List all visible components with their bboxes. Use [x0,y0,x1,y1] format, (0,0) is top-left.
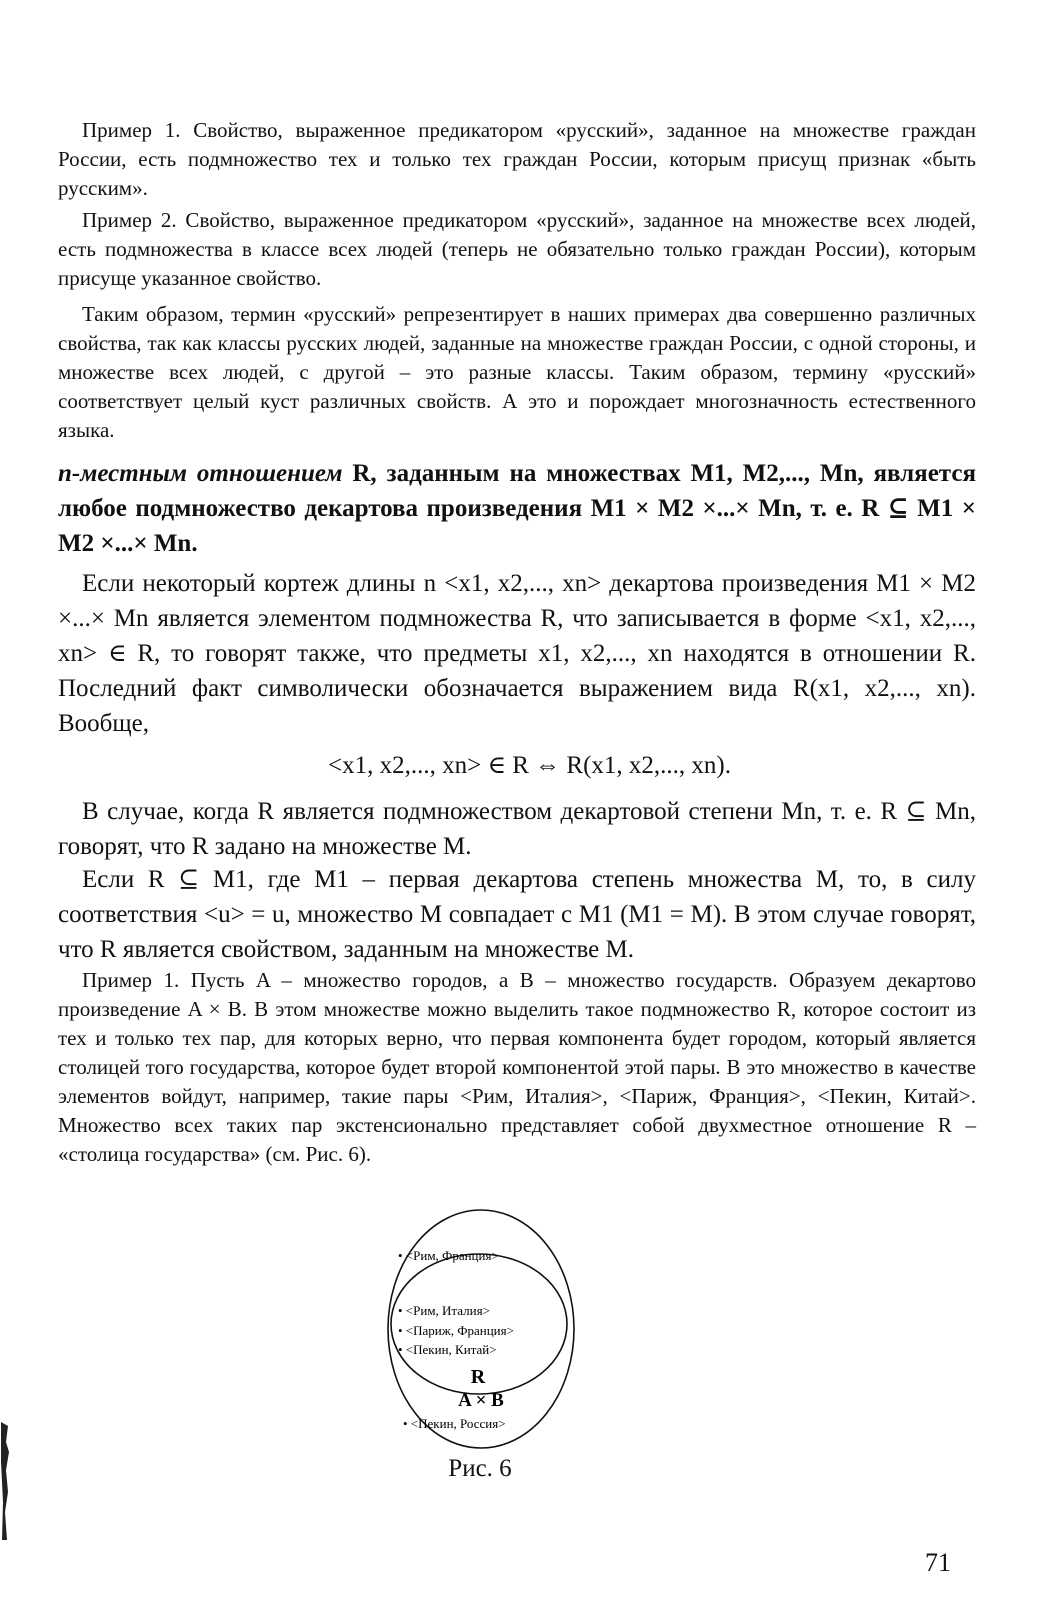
pair-rome-france: • <Рим, Франция> [398,1248,499,1263]
figure-caption: Рис. 6 [448,1455,512,1482]
example-2-paragraph: Пример 2. Свойство, выраженное предикатором «русский», заданное на множестве всех людей, есть подмножества в классе всех людей (теперь не обязательно только граждан России), которым присуще указанное свойство. [58,208,976,290]
binding-edge-mark [0,1422,10,1540]
definition-body: R, заданным на множествах M1, M2,..., Mn, является любое подмножество декартова произведения M1 × M2 ×...× Mn, т. е. R ⊆ M1 × M2 ×...× Mn. [58,460,977,557]
page-number: 71 [925,1548,951,1577]
equivalence-formula: <x1, x2,..., xn> ∈ R ⇔ R(x1, x2,..., xn). [328,752,731,779]
pair-rome-italy: • <Рим, Италия> [398,1303,490,1318]
definition-term: n-местным отношением [58,460,343,487]
definition-paragraph [58,456,976,561]
figure-6-diagram [386,1208,576,1450]
example-1-paragraph: Пример 1. Свойство, выраженное предикатором «русский», заданное на множестве граждан России, есть подмножество тех и только тех граждан России, которым присущ признак «быть русским». [58,118,976,200]
pair-beijing-russia: • <Пекин, Россия> [403,1416,506,1431]
cartesian-power-paragraph: В случае, когда R является подмножеством декартовой степени Mn, т. е. R ⊆ Mn, говорят, что R задано на множестве M. [58,798,976,860]
pair-beijing-china: • <Пекин, Китай> [398,1342,497,1357]
example-capitals-paragraph: Пример 1. Пусть A – множество городов, а B – множество государств. Образуем декартово произведение A × B. В этом множестве можно выделить такое подмножество R, которое состоит из тех и только тех пар, для которых верно, что первая компонента будет городом, который является столицей того государства, которое будет второй компонентой этой пары. В это множество в качестве элементов войдут, например, такие пары <Рим, Италия>, <Париж, Франция>, <Пекин, Китай>. Множество всех таких пар экстенсионально представляет собой двухместное отношение R – «столица государства» (см. Рис. 6). [58,968,976,1166]
summary-paragraph: Таким образом, термин «русский» репрезентирует в наших примерах два совершенно различных свойства, так как классы русских людей, заданные на множестве граждан России, с одной стороны, и множестве всех людей, с другой – это разные классы. Таким образом, термину «русский» соответствует целый куст различных свойств. А это и порождает многозначность естественного языка. [58,302,976,442]
property-paragraph: Если R ⊆ M1, где M1 – первая декартова степень множества M, то, в силу соответствия <u> = u, множество M совпадает с M1 (M1 = M). В этом случае говорят, что R является свойством, заданным на множестве M. [58,866,976,963]
set-label-axb: A × B [458,1390,504,1411]
set-label-r: R [470,1366,486,1388]
pair-paris-france: • <Париж, Франция> [398,1323,514,1338]
tuple-paragraph: Если некоторый кортеж длины n <x1, x2,..., xn> декартова произведения M1 × M2 ×...× Mn является элементом подмножества R, что записывается в форме <x1, x2,..., xn> ∈ R, то говорят также, что предметы x1, x2,..., xn находятся в отношении R. Последний факт символически обозначается выражением вида R(x1, x2,..., xn). Вообще, [58,570,976,737]
